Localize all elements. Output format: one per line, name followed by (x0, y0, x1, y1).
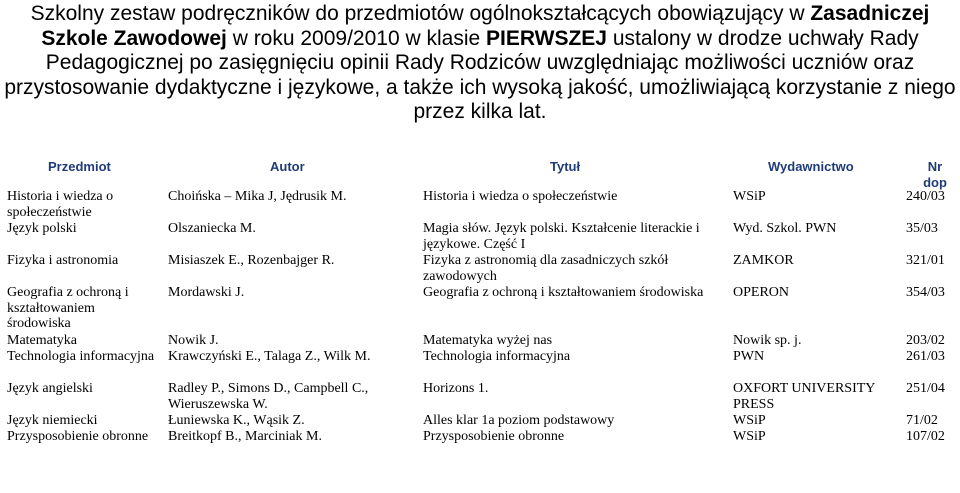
cell-publisher: OXFORT UNIVERSITY PRESS (733, 381, 875, 412)
cell-author: Krawczyński E., Talaga Z., Wilk M. (168, 349, 371, 364)
cell-publisher: Nowik sp. j. (733, 333, 802, 348)
cell-publisher: OPERON (733, 285, 790, 300)
intro-paragraph (0, 2, 960, 125)
intro-text-3: ustalony w drodze uchwały Rady Pedagogicznej po zasięgnięciu opinii Rady Rodziców uwzględniając możliwości uczniów oraz przystosowanie dydaktyczne i językowe, a także ich wysoką jakość, umożliwiającą korzystanie z niego przez kilka lat. (4, 26, 956, 123)
cell-author: Radley P., Simons D., Campbell C., Wieruszewska W. (168, 381, 369, 412)
textbook-table (0, 158, 960, 461)
cell-title: Alles klar 1a poziom podstawowy (423, 413, 615, 428)
intro-bold-school: Zasadniczej Szkole Zawodowej (41, 2, 930, 50)
cell-nr: 261/03 (906, 349, 945, 364)
cell-author: Misiaszek E., Rozenbajger R. (168, 253, 335, 268)
cell-nr: 251/04 (906, 381, 945, 396)
table-row (0, 429, 960, 461)
cell-subject: Fizyka i astronomia (7, 253, 119, 268)
header-title: Tytuł (550, 159, 581, 174)
cell-author: Mordawski J. (168, 285, 245, 300)
cell-subject: Geografia z ochroną i kształtowaniem środowiska (7, 285, 129, 331)
cell-title: Geografia z ochroną i kształtowaniem środowiska (423, 285, 704, 300)
cell-subject: Technologia informacyjna (7, 349, 155, 364)
cell-publisher: ZAMKOR (733, 253, 794, 268)
cell-title: Technologia informacyjna (423, 349, 571, 364)
header-nr: Nr dop (923, 159, 947, 190)
cell-subject: Język niemiecki (7, 413, 98, 428)
cell-subject: Historia i wiedza o społeczeństwie (7, 189, 114, 220)
header-publisher: Wydawnictwo (768, 159, 854, 174)
cell-author: Łuniewska K., Wąsik Z. (168, 413, 305, 428)
cell-title: Horizons 1. (423, 381, 489, 396)
cell-subject: Język polski (7, 221, 77, 236)
cell-subject: Przysposobienie obronne (7, 429, 149, 444)
cell-author: Olszaniecka M. (168, 221, 256, 236)
cell-publisher: WSiP (733, 189, 766, 204)
table-row (0, 285, 960, 333)
cell-author: Choińska – Mika J, Jędrusik M. (168, 189, 347, 204)
cell-nr: 71/02 (906, 413, 938, 428)
cell-author: Nowik J. (168, 333, 219, 348)
intro-text-1: Szkolny zestaw podręczników do przedmiotów ogólnokształcących obowiązujący w (30, 2, 811, 25)
cell-nr: 203/02 (906, 333, 945, 348)
table-row (0, 221, 960, 253)
cell-title: Historia i wiedza o społeczeństwie (423, 189, 618, 204)
cell-nr: 354/03 (906, 285, 945, 300)
cell-title: Przysposobienie obronne (423, 429, 565, 444)
cell-publisher: PWN (733, 349, 765, 364)
table-row (0, 349, 960, 381)
table-row (0, 253, 960, 285)
table-header (0, 158, 960, 189)
cell-nr: 240/03 (906, 189, 945, 204)
header-author: Autor (270, 159, 305, 174)
cell-publisher: Wyd. Szkol. PWN (733, 221, 837, 236)
table-row (0, 381, 960, 413)
cell-title: Magia słów. Język polski. Kształcenie literackie i językowe. Część I (423, 221, 700, 252)
table-body (0, 189, 960, 461)
cell-nr: 321/01 (906, 253, 945, 268)
table-row (0, 333, 960, 349)
cell-publisher: WSiP (733, 413, 766, 428)
table-row (0, 413, 960, 429)
cell-title: Matematyka wyżej nas (423, 333, 553, 348)
table-row (0, 189, 960, 221)
header-subject: Przedmiot (48, 159, 111, 174)
cell-subject: Matematyka (7, 333, 77, 348)
cell-title: Fizyka z astronomią dla zasadniczych szkół zawodowych (423, 253, 669, 284)
cell-subject: Język angielski (7, 381, 93, 396)
intro-bold-class: PIERWSZEJ (486, 26, 607, 50)
cell-nr: 107/02 (906, 429, 945, 444)
cell-publisher: WSiP (733, 429, 766, 444)
cell-author: Breitkopf B., Marciniak M. (168, 429, 322, 444)
cell-nr: 35/03 (906, 221, 938, 236)
intro-text-2: w roku 2009/2010 w klasie (226, 26, 487, 50)
